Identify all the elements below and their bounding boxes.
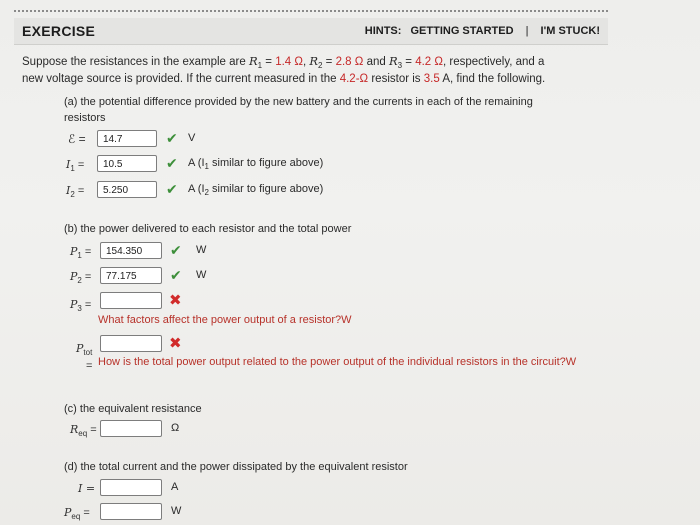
peq-label: $P_{eq}$ = (64, 506, 90, 521)
p1-label: $P_1$ = (70, 245, 92, 260)
part-a-heading: (a) the potential difference provided by the new battery and the currents in each of the remaining (64, 96, 533, 108)
p2-check-icon: ✔ (170, 267, 182, 283)
req-label: $R_{eq}$ = (70, 423, 97, 438)
p1-unit: W (196, 244, 207, 256)
p3-feedback: What factors affect the power output of a resistor?W (98, 314, 352, 326)
p2-unit: W (196, 269, 207, 281)
hints-bar (359, 25, 600, 37)
ptot-label: $P_{tot}$ (76, 342, 93, 357)
top-divider (14, 10, 608, 12)
hints-label: HINTS: (364, 25, 402, 37)
p2-label: $P_2$ = (70, 270, 92, 285)
itotal-label: I = (78, 482, 96, 495)
itotal-input[interactable] (100, 479, 162, 496)
emf-label: ℰ = (68, 132, 86, 146)
exercise-title: EXERCISE (22, 23, 96, 39)
i2-check-icon: ✔ (166, 181, 178, 197)
i2-label: $I_2$ = (66, 184, 85, 199)
part-b-heading: (b) the power delivered to each resistor and the total power (64, 223, 352, 235)
emf-unit: V (188, 132, 196, 144)
p1-input[interactable]: 154.350 (100, 242, 162, 259)
ptot-wrong-icon: ✖ (169, 335, 182, 352)
p3-label: $P_3$ = (70, 298, 92, 313)
ptot-feedback: How is the total power output related to the power output of the individual resistors in the circuit?W (98, 356, 577, 368)
i1-label: $I_1$ = (66, 158, 85, 173)
getting-started-link[interactable]: GETTING STARTED (410, 25, 514, 37)
emf-input[interactable]: 14.7 (97, 130, 157, 147)
part-c-heading: (c) the equivalent resistance (64, 403, 202, 415)
p2-input[interactable]: 77.175 (100, 267, 162, 284)
exercise-header (14, 18, 608, 45)
hints-separator: | (525, 25, 529, 37)
i1-input[interactable]: 10.5 (97, 155, 157, 172)
i2-input[interactable]: 5.250 (97, 181, 157, 198)
problem-line-2: new voltage source is provided. If the current measured in the 4.2-Ω resistor is 3.5 A, find the following. (22, 73, 546, 85)
i2-unit: A ($I_2$ similar to figure above) (188, 183, 324, 197)
emf-check-icon: ✔ (166, 130, 178, 146)
req-input[interactable] (100, 420, 162, 437)
part-d-heading: (d) the total current and the power dissipated by the equivalent resistor (64, 461, 408, 473)
req-unit: Ω (171, 422, 180, 434)
peq-input[interactable] (100, 503, 162, 520)
peq-unit: W (171, 505, 182, 517)
ptot-input[interactable] (100, 335, 162, 352)
p3-input[interactable] (100, 292, 162, 309)
itotal-unit: A (171, 481, 179, 493)
i1-unit: A ($I_1$ similar to figure above) (188, 157, 324, 171)
problem-line-1: Suppose the resistances in the example are $R_1 = 1.4$ Ω, $R_2 = 2.8$ Ω and $R_3 = 4.2$ Ω, respectively, and a (22, 54, 545, 70)
ptot-equals: = (86, 360, 93, 372)
i1-check-icon: ✔ (166, 155, 178, 171)
p1-check-icon: ✔ (170, 242, 182, 258)
im-stuck-link[interactable]: I'M STUCK! (540, 25, 600, 37)
p3-wrong-icon: ✖ (169, 292, 182, 309)
part-a-heading-cont: resistors (64, 112, 106, 124)
